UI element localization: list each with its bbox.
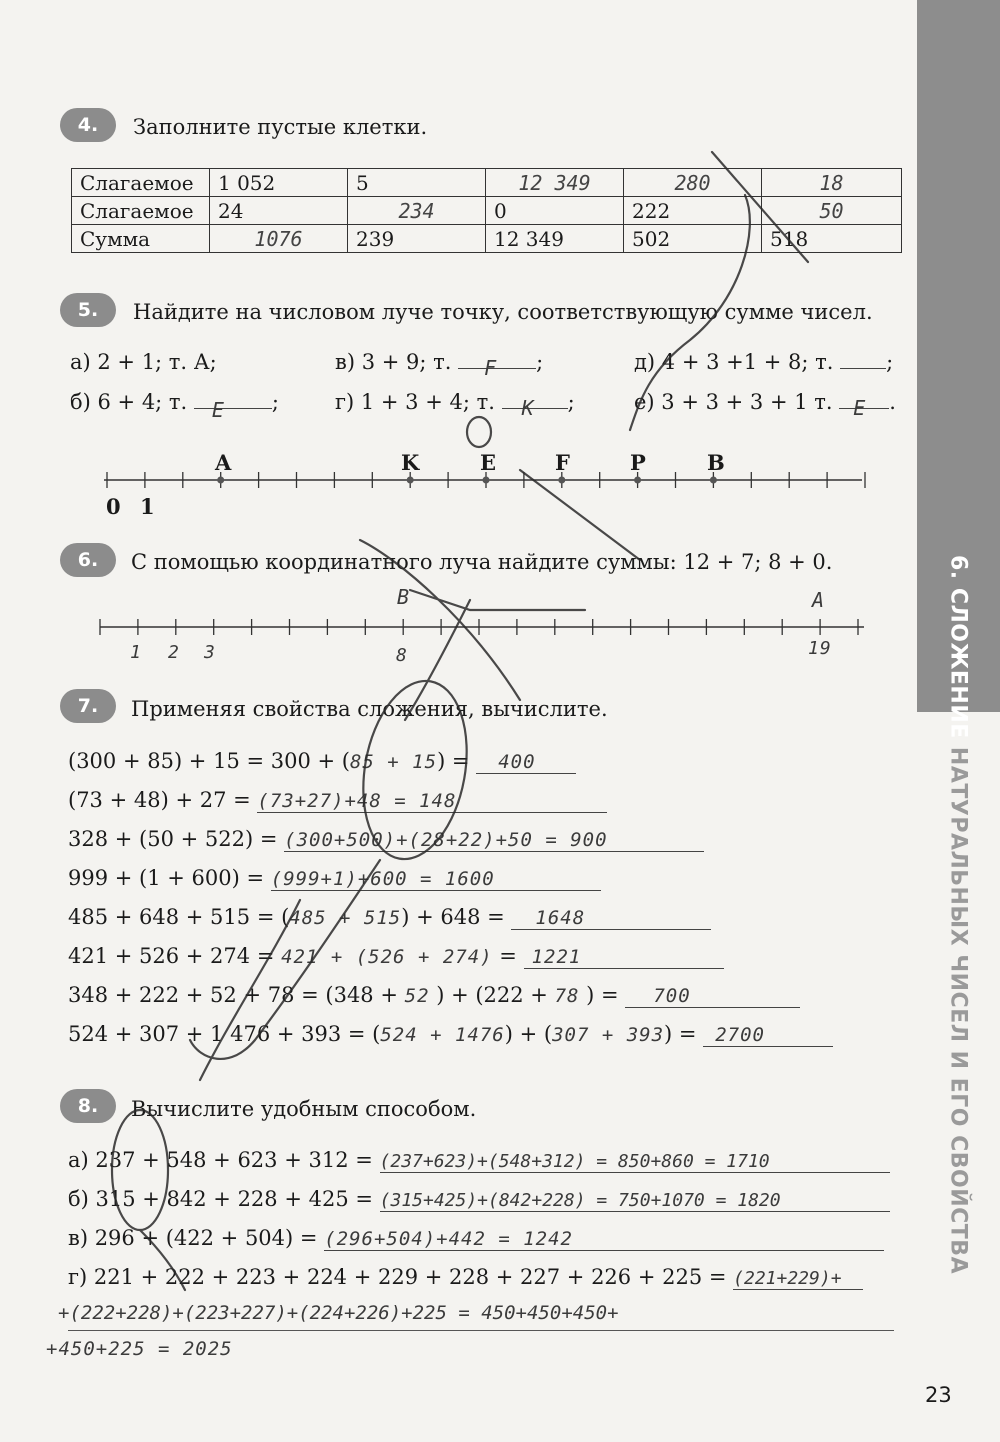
point-label-b: B bbox=[707, 450, 725, 475]
task-7-line-2 bbox=[68, 788, 607, 813]
task-8-line-a bbox=[68, 1148, 890, 1173]
hw-tick-1: 1 bbox=[130, 642, 142, 663]
table-cell: 502 bbox=[624, 225, 762, 253]
item-text: б) 6 + 4; т. bbox=[70, 390, 188, 414]
expression: в) 296 + (422 + 504) = bbox=[68, 1226, 318, 1250]
task-6-badge: 6. bbox=[60, 543, 116, 577]
hw-tick-8: 8 bbox=[396, 645, 408, 666]
handwritten: (300+500)+(28+22)+50 = 900 bbox=[284, 829, 608, 851]
handwritten-answer: 2700 bbox=[715, 1024, 765, 1046]
task-5-badge: 5. bbox=[60, 293, 116, 327]
table-cell: 518 bbox=[762, 225, 902, 253]
handwritten: (237+623)+(548+312) = 850+860 = 1710 bbox=[379, 1151, 770, 1172]
row-label: Слагаемое bbox=[72, 169, 210, 197]
table-cell: 24 bbox=[210, 197, 348, 225]
table-cell: 5 bbox=[348, 169, 486, 197]
task-5-title: Найдите на числовом луче точку, соответствующую сумме чисел. bbox=[133, 300, 873, 324]
task-7-line-3 bbox=[68, 827, 704, 852]
expression-tail: ) + (222 + bbox=[436, 983, 548, 1007]
handwritten-cell: 12 349 bbox=[486, 169, 624, 197]
point-label-k: K bbox=[401, 450, 420, 475]
item-text: в) 3 + 9; т. bbox=[335, 350, 452, 374]
handwritten-answer: 1221 bbox=[531, 946, 582, 968]
answer-line bbox=[271, 866, 601, 891]
task-8-line-g bbox=[68, 1265, 863, 1290]
answer-line bbox=[284, 827, 704, 852]
answer-line bbox=[476, 749, 576, 774]
answer-line bbox=[524, 944, 724, 969]
handwritten-answer: E bbox=[211, 398, 225, 422]
point-label-a: A bbox=[215, 450, 232, 475]
expression-tail: = bbox=[499, 944, 517, 968]
answer-rule bbox=[68, 1330, 894, 1331]
task-5-item-v: в) 3 + 9; т. F ; bbox=[335, 350, 544, 380]
task-8-badge: 8. bbox=[60, 1089, 116, 1123]
expression: г) 221 + 222 + 223 + 224 + 229 + 228 + 227 + 226 + 225 = bbox=[68, 1265, 727, 1289]
handwritten-cell: 1076 bbox=[210, 225, 348, 253]
handwritten-cell: 50 bbox=[762, 197, 902, 225]
handwritten-continuation-1: +(222+228)+(223+227)+(224+226)+225 = 450+450+450+ bbox=[58, 1302, 619, 1324]
item-text: г) 1 + 3 + 4; т. bbox=[335, 390, 495, 414]
answer-line bbox=[257, 788, 607, 813]
expression: 421 + 526 + 274 = bbox=[68, 944, 275, 968]
handwritten-answer: 700 bbox=[653, 985, 691, 1007]
point-label-e: E bbox=[480, 450, 497, 475]
task-6-title: С помощью координатного луча найдите суммы: 12 + 7; 8 + 0. bbox=[131, 550, 833, 574]
expression-tail: ) + 648 = bbox=[401, 905, 505, 929]
task-5-item-d: д) 4 + 3 +1 + 8; т. ; bbox=[634, 350, 894, 374]
task-7-line-4 bbox=[68, 866, 601, 891]
expression: 524 + 307 + 1 476 + 393 = ( bbox=[68, 1022, 381, 1046]
expression-tail: ) = bbox=[586, 983, 619, 1007]
handwritten-answer: 400 bbox=[498, 751, 536, 773]
task-7-badge: 7. bbox=[60, 689, 116, 723]
row-label: Сумма bbox=[72, 225, 210, 253]
answer-line bbox=[380, 1187, 890, 1212]
handwritten-answer: K bbox=[521, 396, 535, 420]
handwritten: 85 + 15 bbox=[349, 751, 438, 773]
handwritten: (221+229)+ bbox=[733, 1268, 842, 1289]
item-text: д) 4 + 3 +1 + 8; т. bbox=[634, 350, 834, 374]
handwritten: 307 + 393 bbox=[552, 1024, 665, 1046]
expression: б) 315 + 842 + 228 + 425 = bbox=[68, 1187, 373, 1211]
ray-ticks bbox=[100, 619, 858, 635]
answer-line bbox=[625, 983, 800, 1008]
chapter-title-main: 6. СЛОЖЕНИЕ bbox=[945, 555, 971, 739]
task-7-line-7 bbox=[68, 983, 800, 1008]
expression-tail: ) = bbox=[664, 1022, 697, 1046]
handwritten: 524 + 1476 bbox=[380, 1024, 505, 1046]
answer-line bbox=[380, 1148, 890, 1173]
table-cell: 1 052 bbox=[210, 169, 348, 197]
expression: 348 + 222 + 52 + 78 = (348 + bbox=[68, 983, 398, 1007]
table-cell: 222 bbox=[624, 197, 762, 225]
expression: а) 237 + 548 + 623 + 312 = bbox=[68, 1148, 373, 1172]
handwritten: 485 + 515 bbox=[289, 907, 402, 929]
task-8-line-b bbox=[68, 1187, 890, 1212]
task-4-title: Заполните пустые клетки. bbox=[133, 115, 428, 139]
task-5-item-a: а) 2 + 1; т. А; bbox=[70, 350, 217, 374]
table-cell: 12 349 bbox=[486, 225, 624, 253]
handwritten-answer: 1648 bbox=[535, 907, 586, 929]
table-cell: 239 bbox=[348, 225, 486, 253]
expression: (300 + 85) + 15 = 300 + ( bbox=[68, 749, 350, 773]
table-cell: 0 bbox=[486, 197, 624, 225]
task-8-line-v bbox=[68, 1226, 884, 1251]
handwritten-cell: 234 bbox=[348, 197, 486, 225]
handwritten: (73+27)+48 = 148 bbox=[257, 790, 457, 812]
item-text: е) 3 + 3 + 3 + 1 т. bbox=[634, 390, 833, 414]
task-7-title: Применяя свойства сложения, вычислите. bbox=[131, 697, 608, 721]
handwritten: 78 bbox=[554, 985, 580, 1007]
answer-line bbox=[324, 1226, 884, 1251]
task-4-badge: 4. bbox=[60, 108, 116, 142]
task-7-line-8 bbox=[68, 1022, 833, 1047]
expression: 485 + 648 + 515 = ( bbox=[68, 905, 290, 929]
tick-label-1: 1 bbox=[140, 494, 155, 519]
handwritten-cell: 280 bbox=[624, 169, 762, 197]
handwritten-cell: 18 bbox=[762, 169, 902, 197]
answer-line bbox=[733, 1265, 863, 1290]
tick-label-0: 0 bbox=[106, 494, 121, 519]
task-5-item-e: е) 3 + 3 + 3 + 1 т. E . bbox=[634, 390, 896, 420]
point-label-f: F bbox=[555, 450, 570, 475]
task-5-item-g: г) 1 + 3 + 4; т. K ; bbox=[335, 390, 575, 420]
expression-tail: ) + ( bbox=[504, 1022, 553, 1046]
expression: (73 + 48) + 27 = bbox=[68, 788, 251, 812]
expression: 328 + (50 + 522) = bbox=[68, 827, 278, 851]
hw-tick-19: 19 bbox=[808, 638, 832, 659]
handwritten: (296+504)+442 = 1242 bbox=[324, 1228, 573, 1250]
task-7-line-5 bbox=[68, 905, 711, 930]
hw-point-a: A bbox=[812, 588, 826, 612]
handwritten-continuation-2: +450+225 = 2025 bbox=[46, 1338, 233, 1360]
point-label-p: P bbox=[630, 450, 646, 475]
handwritten-answer: E bbox=[853, 396, 867, 420]
handwritten: (315+425)+(842+228) = 750+1070 = 1820 bbox=[379, 1190, 781, 1211]
hw-tick-3: 3 bbox=[204, 642, 216, 663]
chapter-title-rest: НАТУРАЛЬНЫХ ЧИСЕЛ И ЕГО СВОЙСТВА bbox=[945, 738, 971, 1275]
page-number: 23 bbox=[925, 1383, 952, 1407]
task-7-line-6 bbox=[68, 944, 724, 969]
expression-tail: ) = bbox=[437, 749, 470, 773]
hw-point-b: B bbox=[397, 585, 411, 609]
task-5-item-b: б) 6 + 4; т. E ; bbox=[70, 390, 279, 422]
answer-line bbox=[511, 905, 711, 930]
row-label: Слагаемое bbox=[72, 197, 210, 225]
task-7-line-1 bbox=[68, 749, 576, 774]
hw-tick-2: 2 bbox=[168, 642, 180, 663]
handwritten: 52 bbox=[404, 985, 430, 1007]
task-8-title: Вычислите удобным способом. bbox=[131, 1097, 477, 1121]
handwritten: 421 + (526 + 274) bbox=[281, 946, 493, 968]
handwritten: (999+1)+600 = 1600 bbox=[270, 868, 495, 890]
handwritten-answer: F bbox=[484, 356, 498, 380]
expression: 999 + (1 + 600) = bbox=[68, 866, 265, 890]
answer-line bbox=[703, 1022, 833, 1047]
